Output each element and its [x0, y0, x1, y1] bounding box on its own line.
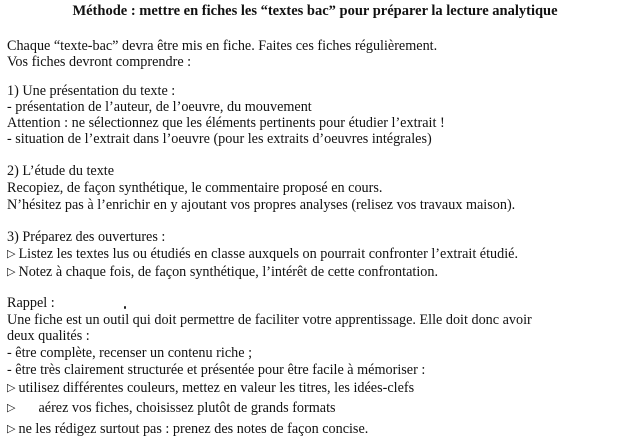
- triangle-bullet-icon: ▷: [7, 265, 16, 278]
- rappel-tip-2: [7, 400, 336, 416]
- section-3-item-1: [7, 246, 518, 262]
- rappel-line-4: - être très clairement structurée et présentée pour être facile à mémoriser :: [7, 362, 426, 378]
- section-1-item-3: - situation de l’extrait dans l’oeuvre (pour les extraits d’oeuvres intégrales): [7, 131, 432, 147]
- page-title: Méthode : mettre en fiches les “textes bac” pour préparer la lecture analytique: [72, 3, 558, 19]
- rappel-line-1: Une fiche est un outil qui doit permettre de faciliter votre apprentissage. Elle doit donc avoir: [7, 312, 532, 328]
- rappel-tip-1-text: utilisez différentes couleurs, mettez en valeur les titres, les idées-clefs: [18, 380, 415, 396]
- rappel-tip-1: [7, 380, 414, 396]
- section-3-heading: 3) Préparez des ouvertures :: [7, 229, 166, 245]
- triangle-bullet-icon: ▷: [7, 422, 16, 435]
- section-1-heading: 1) Une présentation du texte :: [7, 83, 176, 99]
- section-3-item-1-text: Listez les textes lus ou étudiés en classe auxquels on pourrait confronter l’extrait étudié.: [18, 246, 519, 262]
- rappel-tip-2-text: aérez vos fiches, choisissez plutôt de grands formats: [38, 400, 336, 416]
- triangle-bullet-icon: ▷: [7, 381, 16, 394]
- section-3-item-2: [7, 264, 438, 280]
- section-1-item-1: - présentation de l’auteur, de l’oeuvre, du mouvement: [7, 99, 312, 115]
- stray-dot: [124, 306, 126, 309]
- section-2-item-1: Recopiez, de façon synthétique, le commentaire proposé en cours.: [7, 180, 383, 196]
- section-3-item-2-text: Notez à chaque fois, de façon synthétique, l’intérêt de cette confrontation.: [18, 264, 439, 280]
- rappel-tip-3: [7, 421, 368, 437]
- intro-line-2: Vos fiches devront comprendre :: [7, 54, 192, 70]
- rappel-tip-3-text: ne les rédigez surtout pas : prenez des notes de façon concise.: [18, 421, 369, 437]
- section-2-item-2: N’hésitez pas à l’enrichir en y ajoutant vos propres analyses (relisez vos travaux maison).: [7, 197, 516, 213]
- section-1-item-2: Attention : ne sélectionnez que les éléments pertinents pour étudier l’extrait !: [7, 115, 445, 131]
- intro-line-1: Chaque “texte-bac” devra être mis en fiche. Faites ces fiches régulièrement.: [7, 38, 438, 54]
- triangle-bullet-icon: ▷: [7, 401, 16, 414]
- rappel-heading: Rappel :: [7, 295, 55, 311]
- rappel-line-2: deux qualités :: [7, 328, 90, 344]
- rappel-line-3: - être complète, recenser un contenu riche ;: [7, 345, 253, 361]
- section-2-heading: 2) L’étude du texte: [7, 163, 115, 179]
- triangle-bullet-icon: ▷: [7, 247, 16, 260]
